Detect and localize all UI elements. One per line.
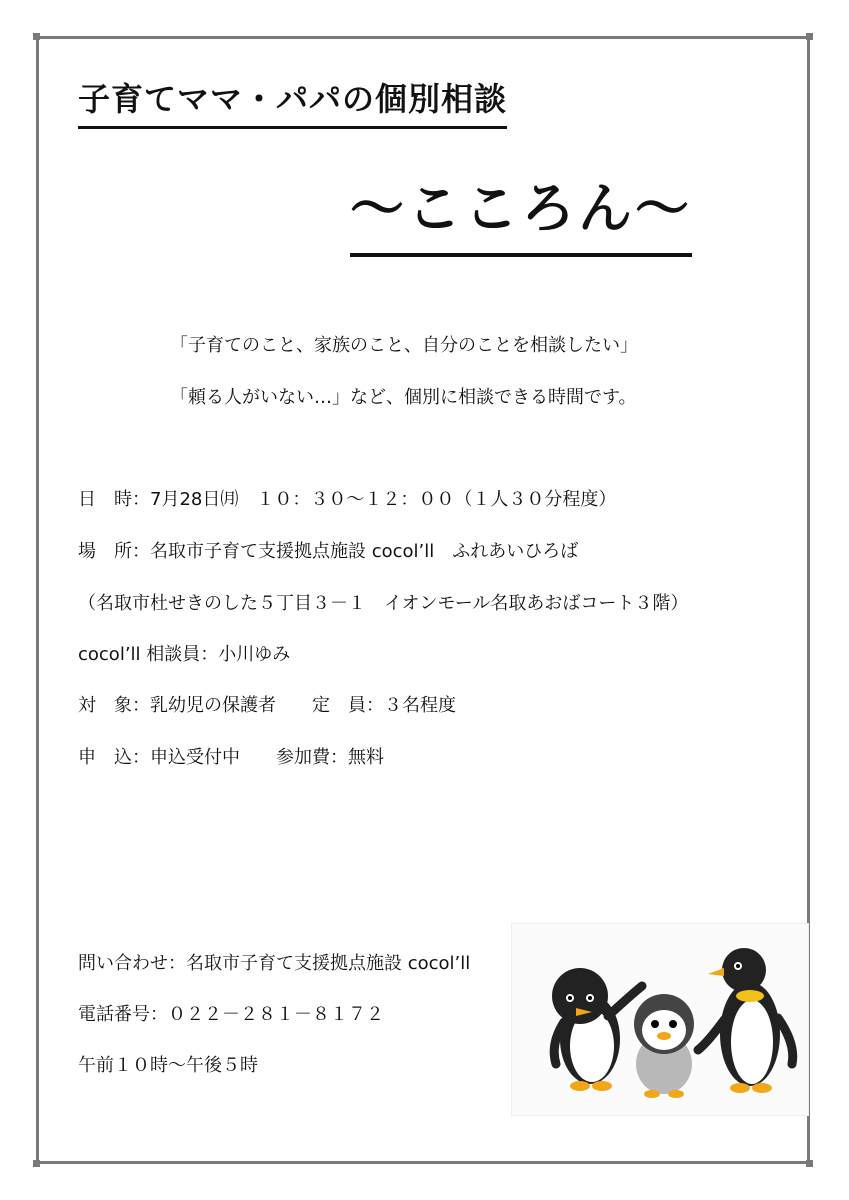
page-subtitle: ～こころん～ xyxy=(350,166,692,257)
place-line: 場 所：名取市子育て支援拠点施設 cocol’ll ふれあいひろば xyxy=(78,541,579,562)
baby-penguin-icon xyxy=(634,994,694,1098)
left-penguin-icon xyxy=(552,968,642,1091)
border-corner xyxy=(806,33,813,40)
hours-line: 午前１０時～午後５時 xyxy=(78,1055,258,1076)
inquiry-line: 問い合わせ：名取市子育て支援拠点施設 cocol’ll xyxy=(78,953,471,974)
phone-line: 電話番号：０２２－２８１－８１７２ xyxy=(78,1004,384,1025)
right-penguin-icon xyxy=(698,948,793,1093)
border-corner xyxy=(33,1160,40,1167)
intro-line-1: 「子育てのこと、家族のこと、自分のことを相談したい」 xyxy=(170,335,638,356)
intro-line-2: 「頼る人がいない…」など、個別に相談できる時間です。 xyxy=(170,387,637,408)
target-line: 対 象：乳幼児の保護者 定 員：３名程度 xyxy=(78,695,456,716)
page-title: 子育てママ・パパの個別相談 xyxy=(78,74,507,129)
penguin-family-illustration xyxy=(511,923,809,1116)
border-corner xyxy=(806,1160,813,1167)
counselor-line: cocol’ll 相談員：小川ゆみ xyxy=(78,644,291,665)
address-line: （名取市杜せきのした５丁目３－１ イオンモール名取あおばコート３階） xyxy=(78,593,689,614)
datetime-line: 日 時：7月28日㈪ １０：３０～１２：００（１人３０分程度） xyxy=(78,489,617,510)
apply-line: 申 込：申込受付中 参加費：無料 xyxy=(78,747,384,768)
border-corner xyxy=(33,33,40,40)
